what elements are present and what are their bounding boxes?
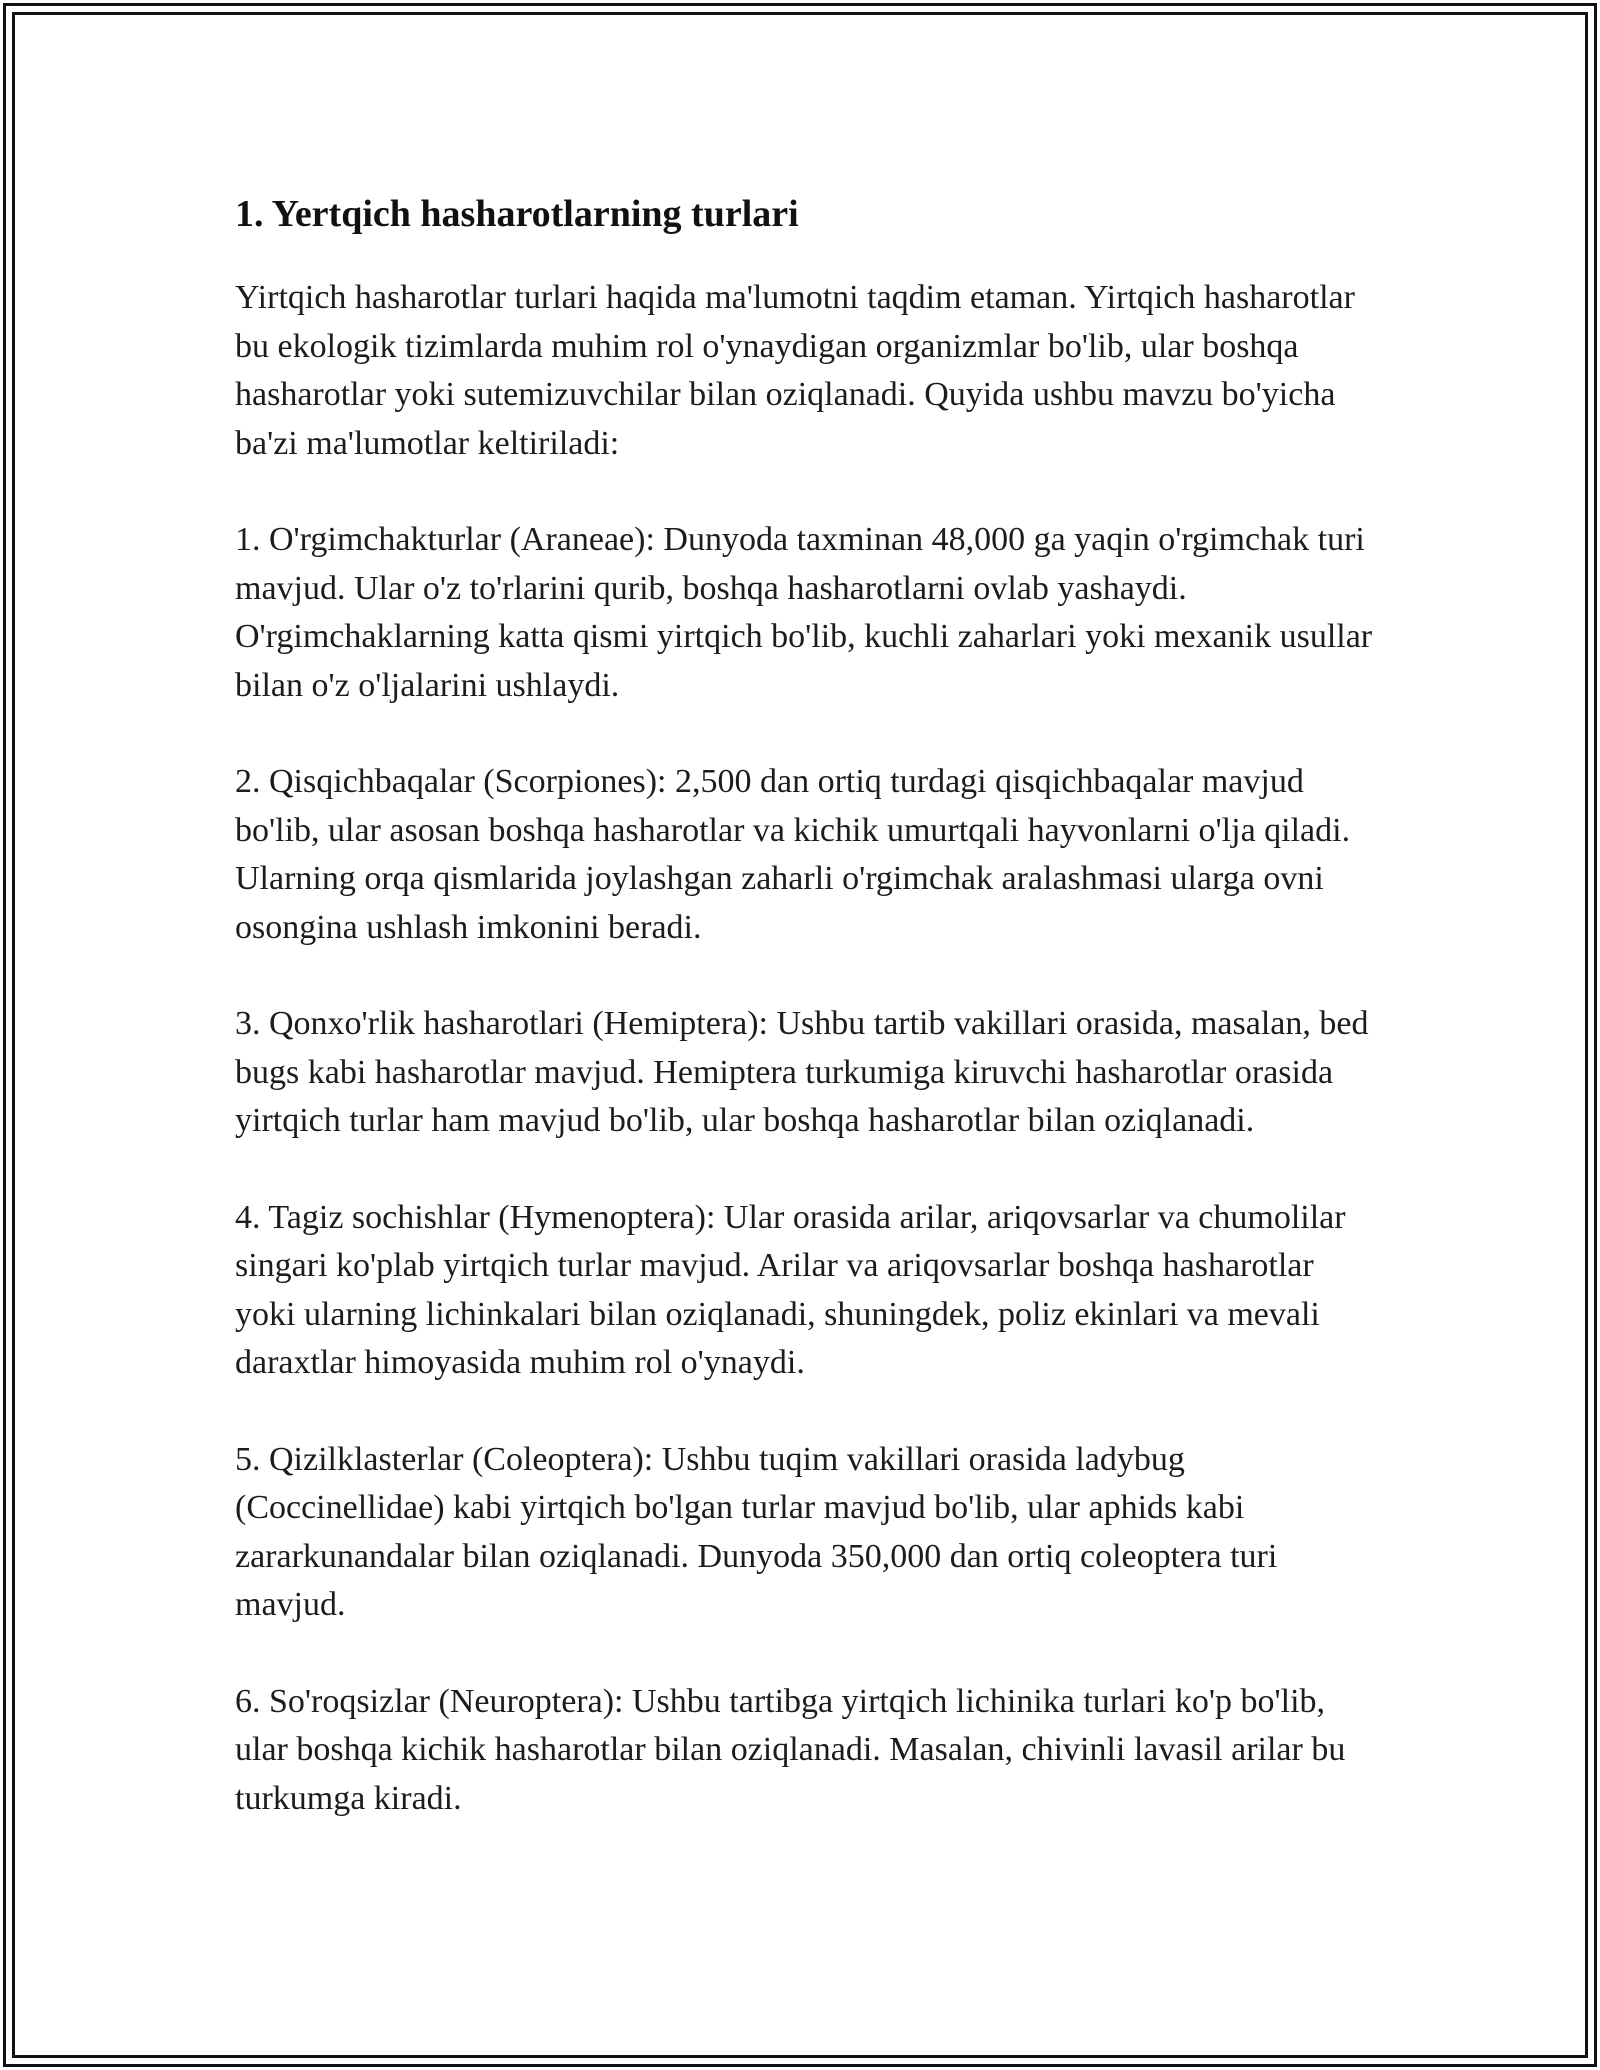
intro-paragraph: Yirtqich hasharotlar turlari haqida ma'lumotni taqdim etaman. Yirtqich hasharotlar bu ekologik tizimlarda muhim rol o'ynaydigan organizmlar bo'lib, ular boshqa hasharotlar yoki sutemizuvchilar bilan oziqlanadi. Quyida ushbu mavzu bo'yicha ba'zi ma'lumotlar keltiriladi: (235, 279, 1355, 462)
paragraph-hymenoptera: 4. Tagiz sochishlar (Hymenoptera): Ular orasida arilar, ariqovsarlar va chumolilar singari ko'plab yirtqich turlar mavjud. Arilar va ariqovsarlar boshqa hasharotlar yoki ularning lichinkalari bilan oziqlanadi, shuningdek, poliz ekinlari va mevali daraxtlar himoyasida muhim rol o'ynaydi. (235, 1198, 1346, 1381)
paragraph-araneae: 1. O'rgimchakturlar (Araneae): Dunyoda taxminan 48,000 ga yaqin o'rgimchak turi mavjud. Ular o'z to'rlarini qurib, boshqa hasharotlarni ovlab yashaydi. O'rgimchaklarning katta qismi yirtqich bo'lib, kuchli zaharlari yoki mexanik usullar bilan o'z o'ljalarini ushlaydi. (235, 521, 1373, 704)
paragraph-coleoptera: 5. Qizilklasterlar (Coleoptera): Ushbu tuqim vakillari orasida ladybug (Coccinellidae) kabi yirtqich bo'lgan turlar mavjud bo'lib, ular aphids kabi zararkunandalar bilan oziqlanadi. Dunyoda 350,000 dan ortiq coleoptera turi mavjud. (235, 1440, 1278, 1623)
document-body (235, 188, 1375, 1871)
document-title: 1. Yertqich hasharotlarning turlari (235, 193, 799, 235)
paragraph-scorpiones: 2. Qisqichbaqalar (Scorpiones): 2,500 dan ortiq turdagi qisqichbaqalar mavjud bo'lib, ular asosan boshqa hasharotlar va kichik umurtqali hayvonlarni o'lja qiladi. Ularning orqa qismlarida joylashgan zaharli o'rgimchak aralashmasi ularga ovni osongina ushlash imkonini beradi. (235, 763, 1351, 946)
paragraph-hemiptera: 3. Qonxo'rlik hasharotlari (Hemiptera): Ushbu tartib vakillari orasida, masalan, bed bugs kabi hasharotlar mavjud. Hemiptera turkumiga kiruvchi hasharotlar orasida yirtqich turlar ham mavjud bo'lib, ular boshqa hasharotlar bilan oziqlanadi. (235, 1005, 1369, 1139)
paragraph-neuroptera: 6. So'roqsizlar (Neuroptera): Ushbu tartibga yirtqich lichinika turlari ko'p bo'lib, ular boshqa kichik hasharotlar bilan oziqlanadi. Masalan, chivinli lavasil arilar bu turkumga kiradi. (235, 1682, 1346, 1817)
